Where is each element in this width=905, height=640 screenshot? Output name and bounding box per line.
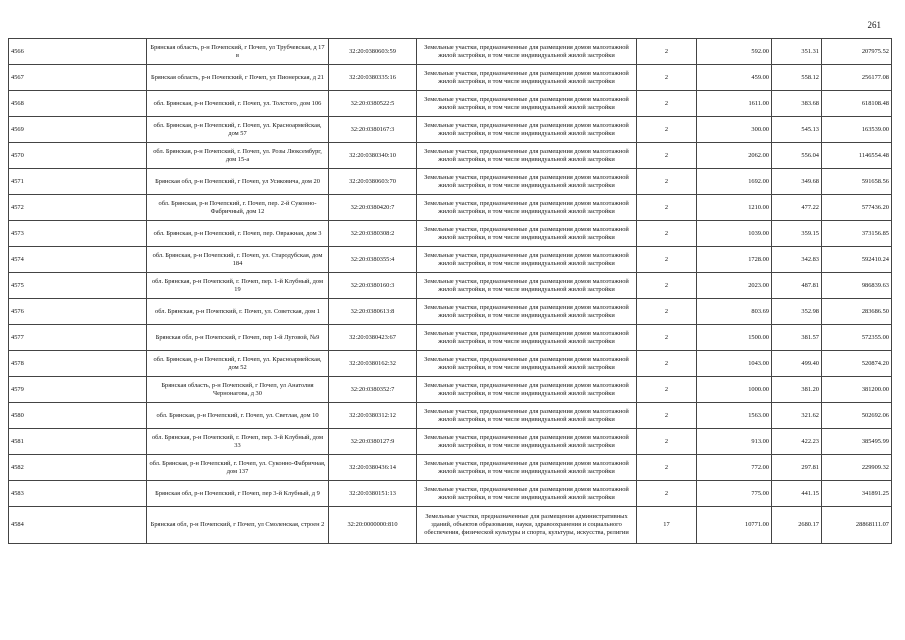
area-cell: 772.00 bbox=[697, 455, 772, 481]
land-use-cell: Земельные участки, предназначенные для размещения домов малоэтажной жилой застройки, в том числе индивидуальной жилой застройки bbox=[417, 429, 637, 455]
area-cell: 913.00 bbox=[697, 429, 772, 455]
address-cell: обл. Брянская, р-н Почепский, г. Почеп, пер. 1-й Клубный, дом 19 bbox=[147, 273, 329, 299]
address-cell: Брянская обл, р-н Почепский, г Почеп, пер 1-й Луговой, №9 bbox=[147, 325, 329, 351]
page-number: 261 bbox=[867, 20, 881, 30]
table-row bbox=[9, 325, 892, 351]
cadastral-number-cell: 32:20:0380160:3 bbox=[329, 273, 417, 299]
table-row bbox=[9, 39, 892, 65]
area-cell: 459.00 bbox=[697, 65, 772, 91]
cadastral-number-cell: 32:20:0380603:70 bbox=[329, 169, 417, 195]
cadastral-number-cell: 32:20:0380312:12 bbox=[329, 403, 417, 429]
cadastral-value-cell: 572355.00 bbox=[822, 325, 892, 351]
address-cell: обл. Брянская, р-н Почепский, г. Почеп, ул. Стародубская, дом 184 bbox=[147, 247, 329, 273]
land-use-cell: Земельные участки, предназначенные для размещения домов малоэтажной жилой застройки, в том числе индивидуальной жилой застройки bbox=[417, 195, 637, 221]
specific-value-cell: 381.20 bbox=[772, 377, 822, 403]
area-cell: 1500.00 bbox=[697, 325, 772, 351]
land-use-cell: Земельные участки, предназначенные для размещения домов малоэтажной жилой застройки, в том числе индивидуальной жилой застройки bbox=[417, 351, 637, 377]
row-number-cell: 4577 bbox=[9, 325, 147, 351]
cadastral-value-cell: 1146554.48 bbox=[822, 143, 892, 169]
area-cell: 775.00 bbox=[697, 481, 772, 507]
category-code-cell: 2 bbox=[637, 117, 697, 143]
category-code-cell: 2 bbox=[637, 429, 697, 455]
category-code-cell: 2 bbox=[637, 455, 697, 481]
table-row bbox=[9, 481, 892, 507]
category-code-cell: 2 bbox=[637, 195, 697, 221]
land-use-cell: Земельные участки, предназначенные для размещения домов малоэтажной жилой застройки, в том числе индивидуальной жилой застройки bbox=[417, 377, 637, 403]
address-cell: обл. Брянская, р-н Почепский, г. Почеп, ул. Розы Люксембург, дом 15-а bbox=[147, 143, 329, 169]
category-code-cell: 2 bbox=[637, 325, 697, 351]
area-cell: 1728.00 bbox=[697, 247, 772, 273]
area-cell: 2062.00 bbox=[697, 143, 772, 169]
area-cell: 2023.00 bbox=[697, 273, 772, 299]
cadastral-number-cell: 32:20:0380613:8 bbox=[329, 299, 417, 325]
cadastral-number-cell: 32:20:0380352:7 bbox=[329, 377, 417, 403]
table-row bbox=[9, 195, 892, 221]
cadastral-value-cell: 229909.32 bbox=[822, 455, 892, 481]
row-number-cell: 4573 bbox=[9, 221, 147, 247]
cadastral-value-cell: 502692.06 bbox=[822, 403, 892, 429]
land-use-cell: Земельные участки, предназначенные для размещения домов малоэтажной жилой застройки, в том числе индивидуальной жилой застройки bbox=[417, 117, 637, 143]
cadastral-value-cell: 592410.24 bbox=[822, 247, 892, 273]
row-number-cell: 4578 bbox=[9, 351, 147, 377]
row-number-cell: 4568 bbox=[9, 91, 147, 117]
cadastral-value-cell: 591658.56 bbox=[822, 169, 892, 195]
area-cell: 1611.00 bbox=[697, 91, 772, 117]
row-number-cell: 4580 bbox=[9, 403, 147, 429]
table-row bbox=[9, 273, 892, 299]
cadastral-number-cell: 32:20:0380355:4 bbox=[329, 247, 417, 273]
land-use-cell: Земельные участки, предназначенные для размещения домов малоэтажной жилой застройки, в том числе индивидуальной жилой застройки bbox=[417, 299, 637, 325]
category-code-cell: 2 bbox=[637, 299, 697, 325]
area-cell: 1043.00 bbox=[697, 351, 772, 377]
address-cell: обл. Брянская, р-н Почепский, г. Почеп, ул. Суконно-Фабричная, дом 137 bbox=[147, 455, 329, 481]
address-cell: Брянская область, р-н Почепский, г Почеп, ул Анатолия Чернонагова, д 30 bbox=[147, 377, 329, 403]
specific-value-cell: 487.81 bbox=[772, 273, 822, 299]
row-number-cell: 4570 bbox=[9, 143, 147, 169]
cadastral-number-cell: 32:20:0380522:5 bbox=[329, 91, 417, 117]
address-cell: Брянская обл, р-н Почепский, г Почеп, ул Усиковича, дом 20 bbox=[147, 169, 329, 195]
table-row bbox=[9, 65, 892, 91]
row-number-cell: 4567 bbox=[9, 65, 147, 91]
table-row bbox=[9, 247, 892, 273]
row-number-cell: 4582 bbox=[9, 455, 147, 481]
area-cell: 1563.00 bbox=[697, 403, 772, 429]
land-use-cell: Земельные участки, предназначенные для размещения домов малоэтажной жилой застройки, в том числе индивидуальной жилой застройки bbox=[417, 169, 637, 195]
table-row bbox=[9, 221, 892, 247]
specific-value-cell: 383.68 bbox=[772, 91, 822, 117]
land-use-cell: Земельные участки, предназначенные для размещения домов малоэтажной жилой застройки, в том числе индивидуальной жилой застройки bbox=[417, 455, 637, 481]
land-use-cell: Земельные участки, предназначенные для размещения домов малоэтажной жилой застройки, в том числе индивидуальной жилой застройки bbox=[417, 403, 637, 429]
table-row bbox=[9, 507, 892, 544]
cadastral-value-cell: 283686.50 bbox=[822, 299, 892, 325]
area-cell: 1000.00 bbox=[697, 377, 772, 403]
row-number-cell: 4575 bbox=[9, 273, 147, 299]
land-use-cell: Земельные участки, предназначенные для размещения домов малоэтажной жилой застройки, в том числе индивидуальной жилой застройки bbox=[417, 39, 637, 65]
cadastral-number-cell: 32:20:0380423:67 bbox=[329, 325, 417, 351]
category-code-cell: 2 bbox=[637, 247, 697, 273]
row-number-cell: 4584 bbox=[9, 507, 147, 544]
area-cell: 10771.00 bbox=[697, 507, 772, 544]
category-code-cell: 2 bbox=[637, 481, 697, 507]
category-code-cell: 2 bbox=[637, 65, 697, 91]
cadastral-number-cell: 32:20:0000000:810 bbox=[329, 507, 417, 544]
cadastral-value-cell: 373156.85 bbox=[822, 221, 892, 247]
table-body bbox=[9, 39, 892, 544]
cadastral-value-cell: 618108.48 bbox=[822, 91, 892, 117]
address-cell: Брянская область, р-н Почепский, г Почеп, ул Трубчевская, д 17 в bbox=[147, 39, 329, 65]
specific-value-cell: 321.62 bbox=[772, 403, 822, 429]
row-number-cell: 4581 bbox=[9, 429, 147, 455]
row-number-cell: 4566 bbox=[9, 39, 147, 65]
category-code-cell: 2 bbox=[637, 221, 697, 247]
cadastral-number-cell: 32:20:0380340:10 bbox=[329, 143, 417, 169]
specific-value-cell: 342.83 bbox=[772, 247, 822, 273]
specific-value-cell: 556.04 bbox=[772, 143, 822, 169]
cadastral-number-cell: 32:20:0380167:3 bbox=[329, 117, 417, 143]
row-number-cell: 4579 bbox=[9, 377, 147, 403]
land-use-cell: Земельные участки, предназначенные для размещения домов малоэтажной жилой застройки, в том числе индивидуальной жилой застройки bbox=[417, 221, 637, 247]
row-number-cell: 4571 bbox=[9, 169, 147, 195]
table-row bbox=[9, 91, 892, 117]
address-cell: Брянская обл, р-н Почепский, г Почеп, ул Смоленская, строен 2 bbox=[147, 507, 329, 544]
category-code-cell: 2 bbox=[637, 377, 697, 403]
specific-value-cell: 477.22 bbox=[772, 195, 822, 221]
table-row bbox=[9, 455, 892, 481]
cadastral-number-cell: 32:20:0380308:2 bbox=[329, 221, 417, 247]
land-use-cell: Земельные участки, предназначенные для размещения домов малоэтажной жилой застройки, в том числе индивидуальной жилой застройки bbox=[417, 143, 637, 169]
specific-value-cell: 359.15 bbox=[772, 221, 822, 247]
cadastral-value-cell: 256177.08 bbox=[822, 65, 892, 91]
category-code-cell: 2 bbox=[637, 351, 697, 377]
category-code-cell: 2 bbox=[637, 273, 697, 299]
table-row bbox=[9, 377, 892, 403]
cadastral-number-cell: 32:20:0380436:14 bbox=[329, 455, 417, 481]
address-cell: обл. Брянская, р-н Почепский, г. Почеп, ул. Светлая, дом 10 bbox=[147, 403, 329, 429]
specific-value-cell: 297.81 bbox=[772, 455, 822, 481]
table-row bbox=[9, 169, 892, 195]
cadastral-value-cell: 341891.25 bbox=[822, 481, 892, 507]
specific-value-cell: 352.98 bbox=[772, 299, 822, 325]
area-cell: 300.00 bbox=[697, 117, 772, 143]
specific-value-cell: 422.23 bbox=[772, 429, 822, 455]
row-number-cell: 4574 bbox=[9, 247, 147, 273]
specific-value-cell: 499.40 bbox=[772, 351, 822, 377]
land-use-cell: Земельные участки, предназначенные для размещения домов малоэтажной жилой застройки, в том числе индивидуальной жилой застройки bbox=[417, 247, 637, 273]
category-code-cell: 2 bbox=[637, 169, 697, 195]
specific-value-cell: 381.57 bbox=[772, 325, 822, 351]
table-row bbox=[9, 403, 892, 429]
address-cell: обл. Брянская, р-н Почепский, г. Почеп, пер. 2-й Суконно-Фабричный, дом 12 bbox=[147, 195, 329, 221]
address-cell: обл. Брянская, р-н Почепский, г. Почеп, ул. Советская, дом 1 bbox=[147, 299, 329, 325]
address-cell: обл. Брянская, р-н Почепский, г. Почеп, пер. Овражная, дом 3 bbox=[147, 221, 329, 247]
table-row bbox=[9, 351, 892, 377]
address-cell: обл. Брянская, р-н Почепский, г. Почеп, пер. 3-й Клубный, дом 33 bbox=[147, 429, 329, 455]
category-code-cell: 2 bbox=[637, 91, 697, 117]
cadastral-value-table bbox=[8, 38, 892, 544]
cadastral-number-cell: 32:20:0380420:7 bbox=[329, 195, 417, 221]
area-cell: 1039.00 bbox=[697, 221, 772, 247]
address-cell: обл. Брянская, р-н Почепский, г. Почеп, ул. Красноармейская, дом 52 bbox=[147, 351, 329, 377]
row-number-cell: 4583 bbox=[9, 481, 147, 507]
table-row bbox=[9, 429, 892, 455]
address-cell: Брянская область, р-н Почепский, г Почеп, ул Пионерская, д 21 bbox=[147, 65, 329, 91]
cadastral-value-cell: 381200.00 bbox=[822, 377, 892, 403]
area-cell: 592.00 bbox=[697, 39, 772, 65]
land-use-cell: Земельные участки, предназначенные для размещения домов малоэтажной жилой застройки, в том числе индивидуальной жилой застройки bbox=[417, 91, 637, 117]
cadastral-value-cell: 520874.20 bbox=[822, 351, 892, 377]
land-use-cell: Земельные участки, предназначенные для размещения домов малоэтажной жилой застройки, в том числе индивидуальной жилой застройки bbox=[417, 65, 637, 91]
address-cell: обл. Брянская, р-н Почепский, г. Почеп, ул. Красноармейская, дом 57 bbox=[147, 117, 329, 143]
specific-value-cell: 545.13 bbox=[772, 117, 822, 143]
cadastral-value-cell: 28868111.07 bbox=[822, 507, 892, 544]
category-code-cell: 2 bbox=[637, 403, 697, 429]
land-use-cell: Земельные участки, предназначенные для размещения административных зданий, объектов образования, науки, здравоохранения и социального обеспечения, физической культуры и спорта, культуры, искусства, религии bbox=[417, 507, 637, 544]
cadastral-number-cell: 32:20:0380603:59 bbox=[329, 39, 417, 65]
specific-value-cell: 2680.17 bbox=[772, 507, 822, 544]
cadastral-value-cell: 385495.99 bbox=[822, 429, 892, 455]
area-cell: 1210.00 bbox=[697, 195, 772, 221]
cadastral-number-cell: 32:20:0380335:16 bbox=[329, 65, 417, 91]
cadastral-value-cell: 207975.52 bbox=[822, 39, 892, 65]
specific-value-cell: 349.68 bbox=[772, 169, 822, 195]
cadastral-value-cell: 577436.20 bbox=[822, 195, 892, 221]
cadastral-number-cell: 32:20:0380151:13 bbox=[329, 481, 417, 507]
specific-value-cell: 558.12 bbox=[772, 65, 822, 91]
specific-value-cell: 351.31 bbox=[772, 39, 822, 65]
table-row bbox=[9, 299, 892, 325]
category-code-cell: 2 bbox=[637, 143, 697, 169]
cadastral-number-cell: 32:20:0380127:9 bbox=[329, 429, 417, 455]
land-use-cell: Земельные участки, предназначенные для размещения домов малоэтажной жилой застройки, в том числе индивидуальной жилой застройки bbox=[417, 273, 637, 299]
area-cell: 803.69 bbox=[697, 299, 772, 325]
category-code-cell: 2 bbox=[637, 39, 697, 65]
table-row bbox=[9, 143, 892, 169]
address-cell: обл. Брянская, р-н Почепский, г. Почеп, ул. Толстого, дом 106 bbox=[147, 91, 329, 117]
row-number-cell: 4572 bbox=[9, 195, 147, 221]
specific-value-cell: 441.15 bbox=[772, 481, 822, 507]
land-use-cell: Земельные участки, предназначенные для размещения домов малоэтажной жилой застройки, в том числе индивидуальной жилой застройки bbox=[417, 481, 637, 507]
row-number-cell: 4569 bbox=[9, 117, 147, 143]
area-cell: 1692.00 bbox=[697, 169, 772, 195]
table-row bbox=[9, 117, 892, 143]
cadastral-value-cell: 986839.63 bbox=[822, 273, 892, 299]
land-use-cell: Земельные участки, предназначенные для размещения домов малоэтажной жилой застройки, в том числе индивидуальной жилой застройки bbox=[417, 325, 637, 351]
address-cell: Брянская обл, р-н Почепский, г Почеп, пер 3-й Клубный, д 9 bbox=[147, 481, 329, 507]
cadastral-value-cell: 163539.00 bbox=[822, 117, 892, 143]
cadastral-number-cell: 32:20:0380162:32 bbox=[329, 351, 417, 377]
category-code-cell: 17 bbox=[637, 507, 697, 544]
row-number-cell: 4576 bbox=[9, 299, 147, 325]
